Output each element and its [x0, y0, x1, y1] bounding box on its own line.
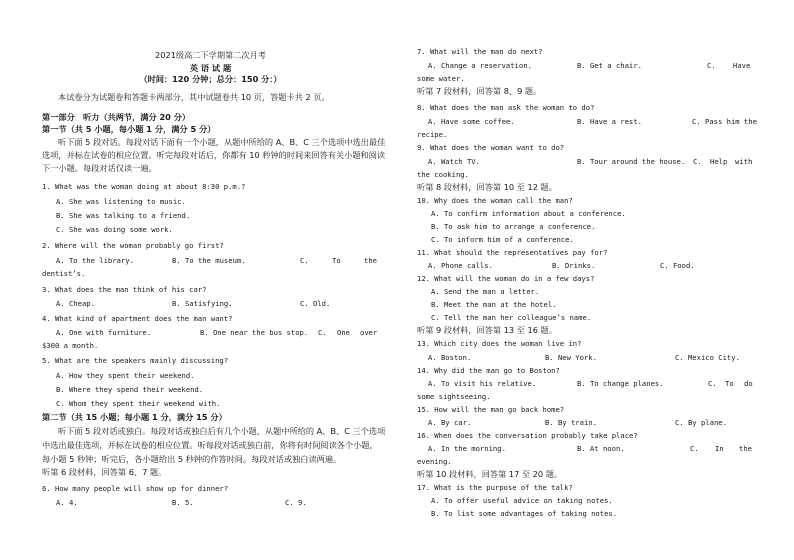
option-14c: C.: [708, 379, 717, 388]
section1-instruction-3: 下一小题。每段对话仅读一遍。: [42, 163, 157, 173]
option-4c-wrap: $300 a month.: [42, 341, 99, 350]
option-10b: B. To ask him to arrange a conference.: [431, 222, 596, 231]
option-3b: B. Satisfying.: [172, 299, 233, 308]
part1-heading: 第一部分 听力（共两节，满分 20 分）: [42, 112, 191, 122]
question-12: 12. What will the woman do in a few days?: [417, 274, 595, 283]
option-13a: A. Boston.: [428, 353, 472, 362]
option-9c-part: Help: [710, 157, 728, 166]
option-4c-part: over: [360, 328, 378, 337]
option-2a: A. To the library.: [56, 256, 134, 265]
option-9c: C.: [693, 157, 702, 166]
section2-heading: 第二节（共 15 小题；每小题 1 分，满分 15 分）: [42, 412, 227, 422]
option-12c: C. Tell the man her colleague’s name.: [431, 313, 592, 322]
option-10c: C. To inform him of a conference.: [431, 235, 574, 244]
section1-instruction-1: 听下面 5 段对话。每段对话下面有一个小题，从题中所给的 A、B、C 三个选项中选出最佳: [58, 137, 386, 147]
option-16c-wrap: evening.: [417, 457, 452, 466]
option-2c-wrap: dentist’s.: [42, 269, 86, 278]
option-12b: B. Meet the man at the hotel.: [431, 300, 557, 309]
option-14b: B. To change planes.: [577, 379, 664, 388]
option-9b: B. Tour around the house.: [577, 157, 686, 166]
option-4a: A. One with furniture.: [56, 328, 152, 337]
question-17: 17. What is the purpose of the talk?: [417, 483, 573, 492]
question-5: 5. What are the speakers mainly discussing?: [42, 356, 229, 365]
option-6c: C. 9.: [285, 498, 307, 507]
option-5a: A. How they spent their weekend.: [56, 371, 195, 380]
question-6: 6. How many people will show up for dinner?: [42, 484, 229, 493]
option-6a: A. 4.: [56, 498, 78, 507]
material-6: 听第 6 段材料，回答第 6、7 题。: [42, 467, 167, 477]
question-11: 11. What should the representatives pay for?: [417, 248, 608, 257]
question-13: 13. Which city does the woman live in?: [417, 339, 582, 348]
question-2: 2. Where will the woman probably go first?: [42, 241, 224, 250]
option-13c: C. Mexico City.: [675, 353, 740, 362]
option-7a: A. Change a reservation.: [428, 61, 532, 70]
option-14c-part: To: [725, 379, 734, 388]
option-7b: B. Get a chair.: [577, 61, 642, 70]
option-7c-part: Have: [733, 61, 751, 70]
option-15a: A. By car.: [428, 418, 472, 427]
material-7: 听第 7 段材料，回答第 8、9 题。: [417, 86, 542, 96]
option-16a: A. In the morning.: [428, 444, 506, 453]
section1-heading: 第一节（共 5 小题，每小题 1 分，满分 5 分）: [42, 124, 216, 134]
question-9: 9. What does the woman want to do?: [417, 143, 565, 152]
option-11c: C. Food.: [660, 261, 695, 270]
question-10: 10. Why does the woman call the man?: [417, 196, 573, 205]
question-14: 14. Why did the man go to Boston?: [417, 366, 560, 375]
section1-instruction-2: 选项，并标在试卷的相应位置。听完每段对话后，你都有 10 秒钟的时间来回答有关小题和阅读: [42, 150, 386, 160]
option-5c: C. Whom they spent their weekend with.: [56, 399, 221, 408]
option-4b: B. One near the bus stop.: [200, 328, 309, 337]
option-16b: B. At noon.: [577, 444, 625, 453]
option-15c: C. By plane.: [675, 418, 727, 427]
option-8c: C. Pass him the: [692, 117, 757, 126]
option-14a: A. To visit his relative.: [428, 379, 537, 388]
option-9c-wrap: the cooking.: [417, 170, 469, 179]
option-2c-part: To: [332, 256, 341, 265]
question-15: 15. How will the man go back home?: [417, 405, 565, 414]
option-5b: B. Where they spend their weekend.: [56, 385, 204, 394]
question-16: 16. When does the conversation probably take place?: [417, 431, 638, 440]
option-12a: A. Send the man a letter.: [431, 287, 540, 296]
option-8b: B. Have a rest.: [577, 117, 642, 126]
option-7c: C.: [707, 61, 716, 70]
question-1: 1. What was the woman doing at about 8:30 p.m.?: [42, 182, 246, 191]
section2-instruction-1: 听下面 5 段对话或独白。每段对话或独白后有几个小题，从题中所给的 A、B、C 三个选项: [58, 426, 386, 436]
question-4: 4. What kind of apartment does the man want?: [42, 314, 233, 323]
option-6b: B. 5.: [172, 498, 194, 507]
option-8c-wrap: recipe.: [417, 130, 448, 139]
section2-instruction-3: 每小题 5 秒钟；听完后，各小题给出 5 秒钟的作答时间。每段对话或独白读两遍。: [42, 454, 342, 464]
option-17a: A. To offer useful advice on taking notes.: [431, 496, 613, 505]
option-15b: B. By train.: [545, 418, 597, 427]
question-7: 7. What will the man do next?: [417, 47, 543, 56]
option-11a: A. Phone calls.: [428, 261, 493, 270]
exam-meta: （时间：120 分钟；总分：150 分：）: [139, 74, 282, 84]
option-14c-part: do: [744, 379, 753, 388]
option-7c-wrap: some water.: [417, 74, 465, 83]
option-14c-wrap: some sightseeing.: [417, 392, 491, 401]
option-9a: A. Watch TV.: [428, 157, 480, 166]
option-16c-part: In: [715, 444, 724, 453]
option-3a: A. Cheap.: [56, 299, 95, 308]
option-9c-part: with: [735, 157, 753, 166]
exam-intro: 本试卷分为试题卷和答题卡两部分，其中试题卷共 10 页，答题卡共 2 页。: [58, 92, 330, 102]
option-8a: A. Have some coffee.: [428, 117, 515, 126]
option-2c: C.: [300, 256, 309, 265]
question-8: 8. What does the man ask the woman to do?: [417, 103, 595, 112]
option-17b: B. To list some advantages of taking notes.: [431, 509, 618, 518]
section2-instruction-2: 中选出最佳选项，并标在试卷的相应位置。听每段对话或独白前，你将有时间阅读各个小题，: [42, 440, 378, 450]
option-1c: C. She was doing some work.: [56, 225, 173, 234]
exam-title: 2021级高二下学期第二次月考: [155, 50, 266, 60]
option-3c: C. Old.: [300, 299, 331, 308]
option-16c: C.: [690, 444, 699, 453]
option-10a: A. To confirm information about a conference.: [431, 209, 626, 218]
option-13b: B. New York.: [545, 353, 597, 362]
material-10: 听第 10 段材料，回答第 17 至 20 题。: [417, 469, 563, 479]
option-2c-part: the: [364, 256, 377, 265]
option-1a: A. She was listening to music.: [56, 197, 186, 206]
question-3: 3. What does the man think of his car?: [42, 285, 207, 294]
material-8: 听第 8 段材料，回答第 10 至 12 题。: [417, 182, 557, 192]
option-4c: C.: [318, 328, 327, 337]
material-9: 听第 9 段材料，回答第 13 至 16 题。: [417, 325, 557, 335]
option-16c-part: the: [739, 444, 752, 453]
exam-subject: 英 语 试 题: [189, 63, 232, 73]
option-2b: B. To the museum.: [172, 256, 246, 265]
option-1b: B. She was talking to a friend.: [56, 211, 191, 220]
option-11b: B. Drinks.: [552, 261, 596, 270]
option-4c-part: One: [337, 328, 350, 337]
